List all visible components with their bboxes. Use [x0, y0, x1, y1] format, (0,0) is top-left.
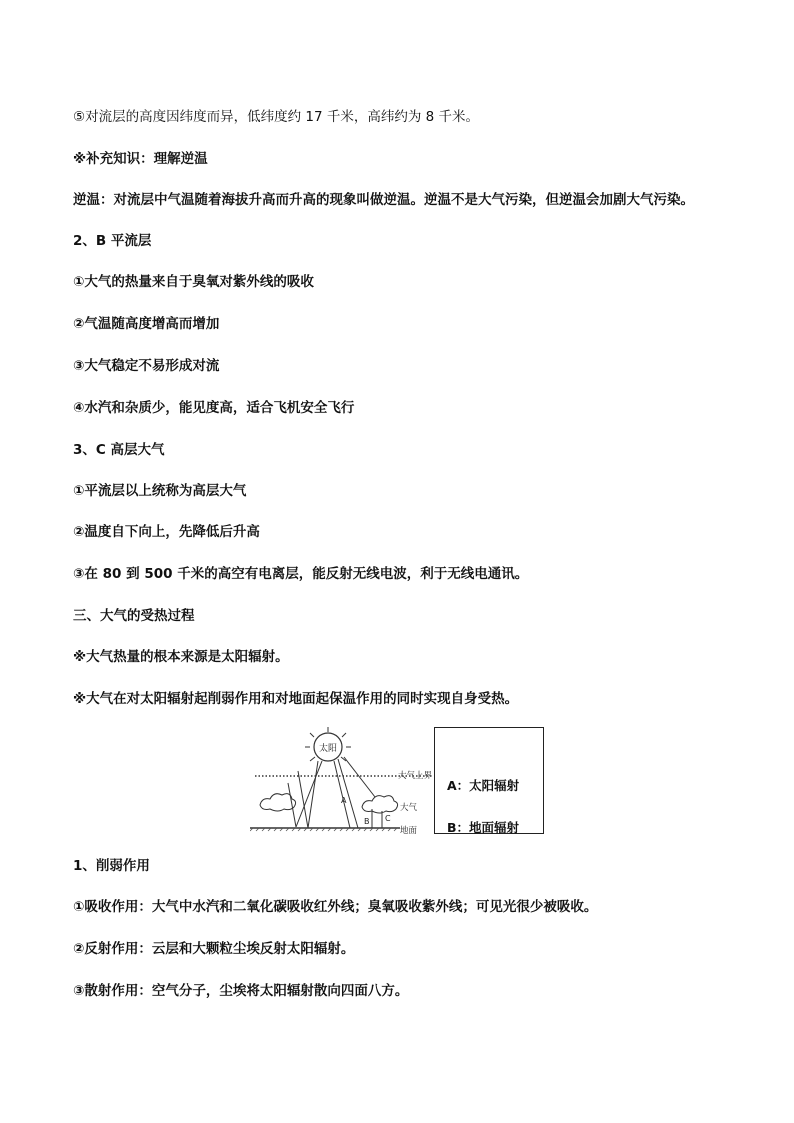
upper-boundary-label: 大气上界 — [398, 771, 433, 781]
text-line: ※大气热量的根本来源是太阳辐射。 — [73, 649, 289, 665]
arrow-a-label: A — [341, 796, 347, 805]
section-heading: 三、大气的受热过程 — [73, 608, 195, 624]
section-heading: 3、C 高层大气 — [73, 442, 165, 458]
sun-label: 太阳 — [318, 744, 338, 754]
section-heading: 2、B 平流层 — [73, 233, 152, 249]
text-line: ④水汽和杂质少，能见度高，适合飞机安全飞行 — [73, 400, 355, 416]
text-line: ③散射作用：空气分子，尘埃将太阳辐射散向四面八方。 — [73, 983, 409, 999]
text-line: ①吸收作用：大气中水汽和二氧化碳吸收红外线；臭氧吸收紫外线；可见光很少被吸收。 — [73, 899, 598, 915]
text-line: ⑤对流层的高度因纬度而异，低纬度约 17 千米，高纬约为 8 千米。 — [73, 109, 480, 125]
text-line: ①大气的热量来自于臭氧对紫外线的吸收 — [73, 274, 314, 290]
diagram-legend — [434, 727, 544, 834]
cloud-right-icon — [362, 796, 398, 813]
section-heading: 1、削弱作用 — [73, 858, 150, 874]
text-line: ③在 80 到 500 千米的高空有电离层，能反射无线电波，利于无线电通讯。 — [73, 566, 529, 582]
text-line: ①平流层以上统称为高层大气 — [73, 483, 247, 499]
text-line: ②反射作用：云层和大颗粒尘埃反射太阳辐射。 — [73, 941, 355, 957]
legend-solar-radiation: A：太阳辐射 — [447, 778, 520, 793]
text-line: ③大气稳定不易形成对流 — [73, 358, 220, 374]
legend-ground-radiation: B：地面辐射 — [447, 820, 520, 835]
atmosphere-label: 大气 — [400, 803, 418, 813]
text-line: ②气温随高度增高而增加 — [73, 316, 220, 332]
text-line: ②温度自下向上，先降低后升高 — [73, 524, 260, 540]
text-line: 逆温：对流层中气温随着海拔升高而升高的现象叫做逆温。逆温不是大气污染，但逆温会加剧大气污染。 — [73, 192, 694, 208]
text-line: ※补充知识：理解逆温 — [73, 151, 208, 167]
arrow-c-label: C — [385, 814, 391, 823]
ground-label: 地面 — [400, 826, 418, 836]
arrow-b-label: B — [364, 817, 370, 826]
text-line: ※大气在对太阳辐射起削弱作用和对地面起保温作用的同时实现自身受热。 — [73, 691, 519, 707]
